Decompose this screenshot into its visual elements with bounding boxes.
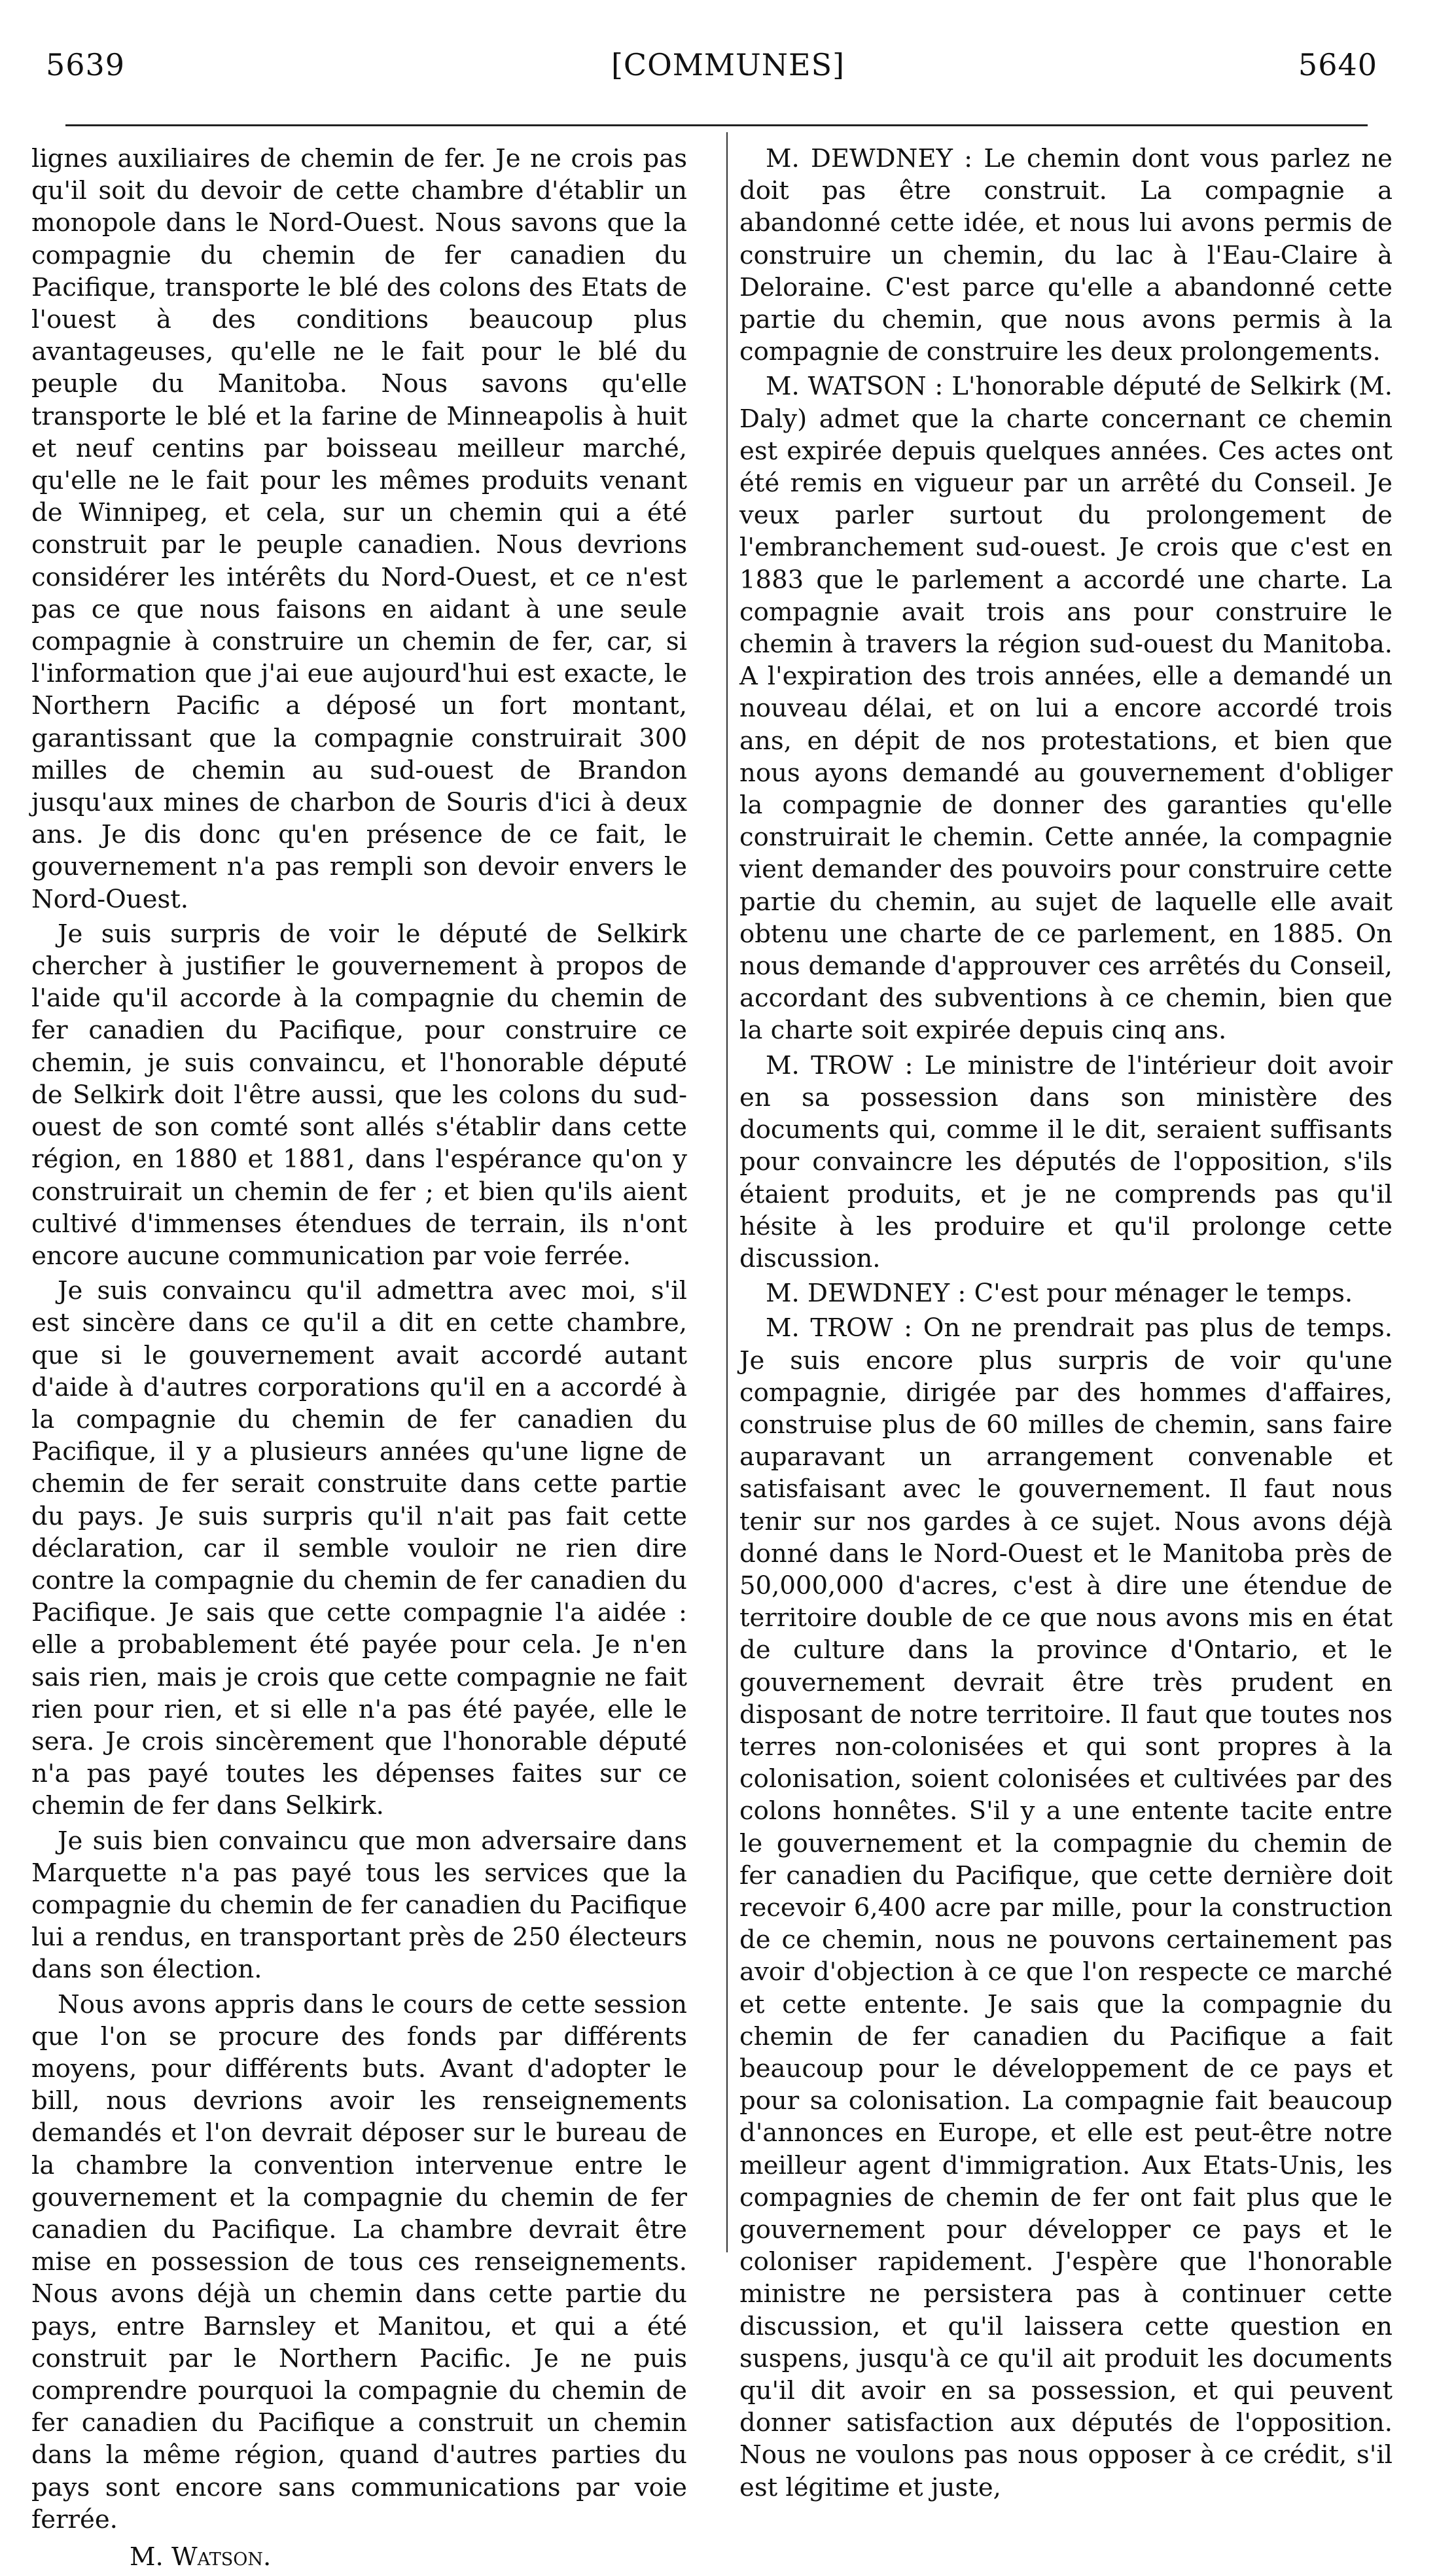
speech-paragraph: M. WATSON : L'honorable député de Selkirk (M. Daly) admet que la charte concernant ce chemin est expirée depuis quelques années. Ces actes ont été remis en vigueur par un arrêté du Conseil. Je veux parler surtout du prolongement de l'embranchement sud-ouest. Je crois que c'est en 1883 que le parlement a accordé une charte. La compagnie avait trois ans pour construire le chemin à travers la région sud-ouest du Manitoba. A l'expiration des trois années, elle a demandé un nouveau délai, et on lui a encore accordé trois ans, en dépit de nos protestations, et bien que nous ayons demandé au gouvernement d'obliger la compagnie de donner des garanties qu'elle construirait le chemin. Cette année, la compagnie vient demander des pouvoirs pour construire cette partie du chemin, au sujet de laquelle elle avait obtenu une charte de ce parlement, en 1885. On nous demande d'approuver ces arrêtés du Conseil, accordant des subventions à ce chemin, bien que la charte soit expirée depuis cinq ans. (739, 372, 1393, 1046)
paragraph: Je suis convaincu qu'il admettra avec moi, s'il est sincère dans ce qu'il a dit en cette chambre, que si le gouvernement avait accordé autant d'aide à d'autres corporations qu'il en a accordé à la compagnie du chemin de fer canadien du Pacifique, il y a plusieurs années qu'une ligne de chemin de fer serait construite dans cette partie du pays. Je suis surpris qu'il n'ait pas fait cette déclaration, car il semble vouloir ne rien dire contre la compagnie du chemin de fer canadien du Pacifique. Je sais que cette compagnie l'a aidée : elle a probablement été payée pour cela. Je n'en sais rien, mais je crois que cette compagnie ne fait rien pour rien, et si elle n'a pas été payée, elle le sera. Je crois sincèrement que l'honorable député n'a pas payé toutes les dépenses faites sur ce chemin de fer dans Selkirk. (31, 1276, 687, 1821)
paragraph: Je suis surpris de voir le député de Selkirk chercher à justifier le gouvernement à propos de l'aide qu'il accorde à la compagnie du chemin de fer canadien du Pacifique, pour construire ce chemin, je suis convaincu, et l'honorable député de Selkirk doit l'être aussi, que les colons du sud-ouest de son comté sont allés s'établir dans cette région, en 1880 et 1881, dans l'espérance qu'on y construirait un chemin de fer ; et bien qu'ils aient cultivé d'immenses étendues de terrain, ils n'ont encore aucune communication par voie ferrée. (31, 919, 687, 1271)
page-header (0, 34, 1456, 93)
page-number-right: 5640 (1298, 47, 1377, 82)
speech-paragraph: M. DEWDNEY : C'est pour ménager le temps. (766, 1279, 1353, 1309)
column-divider (726, 132, 728, 2252)
right-column (739, 143, 1393, 2506)
speech-paragraph: M. DEWDNEY : Le chemin dont vous parlez ne doit pas être construit. La compagnie a abandonné cette idée, et nous lui avons permis de construire un chemin, du lac à l'Eau-Claire à Deloraine. C'est parce qu'elle a abandonné cette partie du chemin, que nous avons permis à la compagnie de construire les deux prolongements. (739, 144, 1393, 367)
speech-paragraph: M. TROW : Le ministre de l'intérieur doit avoir en sa possession dans son ministère des documents qui, comme il le dit, seraient suffisants pour convaincre les députés de l'opposition, s'ils étaient produits, et je ne comprends pas qu'il hésite à les produire et qu'il prolonge cette discussion. (739, 1050, 1393, 1273)
speech-paragraph: M. TROW : On ne prendrait pas plus de temps. Je suis encore plus surpris de voir qu'une compagnie, dirigée par des hommes d'affaires, construise plus de 60 milles de chemin, sans faire auparavant un arrangement convenable et satisfaisant avec le gouvernement. Il faut nous tenir sur nos gardes à ce sujet. Nous avons déjà donné dans le Nord-Ouest et le Manitoba près de 50,000,000 d'acres, c'est à dire une étendue de territoire double de ce que nous avons mis en état de culture dans la province d'Ontario, et le gouvernement devrait être très prudent en disposant de notre territoire. Il faut que toutes nos terres non-colonisées et qui sont propres à la colonisation, soient colonisées et cultivées par des colons honnêtes. S'il y a une entente tacite entre le gouvernement et la compagnie du chemin de fer canadien du Pacifique, que cette dernière doit recevoir 6,400 acre par mille, pour la construction de ce chemin, nous ne pouvons certainement pas avoir d'objection à ce que l'on respecte ce marché et cette entente. Je sais que la compagnie du chemin de fer canadien du Pacifique a fait beaucoup pour le développement de ce pays et pour sa colonisation. La compagnie fait beaucoup d'annonces en Europe, et elle est peut-être notre meilleur agent d'immigration. Aux Etats-Unis, les compagnies de chemin de fer ont fait plus que le gouvernement pour développer ce pays et le coloniser rapidement. J'espère que l'honorable ministre ne persistera pas à continuer cette discussion, et qu'il laissera cette question en suspens, jusqu'à ce qu'il ait produit les documents qu'il dit avoir en sa possession, et qui peuvent donner satisfaction aux députés de l'opposition. Nous ne voulons pas nous opposer à ce crédit, s'il est légitime et juste, (739, 1313, 1393, 2502)
left-column (31, 143, 687, 2573)
header-rule (65, 124, 1368, 126)
paragraph: Nous avons appris dans le cours de cette session que l'on se procure des fonds par différents moyens, pour différents buts. Avant d'adopter le bill, nous devrions avoir les renseignements demandés et l'on devrait déposer sur le bureau de la chambre la convention intervenue entre le gouvernement et la compagnie du chemin de fer canadien du Pacifique. La chambre devrait être mise en possession de tous ces renseignements. Nous avons déjà un chemin dans cette partie du pays, entre Barnsley et Manitou, et qui a été construit par le Northern Pacific. Je ne puis comprendre pourquoi la compagnie du chemin de fer canadien du Pacifique a construit un chemin dans la même région, quand d'autres parties du pays sont encore sans communications par voie ferrée. (31, 1989, 687, 2534)
page-number-left: 5639 (46, 47, 126, 82)
speaker-signature: M. Watson. (130, 2542, 272, 2572)
paragraph: lignes auxiliaires de chemin de fer. Je ne crois pas qu'il soit du devoir de cette chambre d'établir un monopole dans le Nord-Ouest. Nous savons que la compagnie du chemin de fer canadien du Pacifique, transporte le blé des colons des Etats de l'ouest à des conditions beaucoup plus avantageuses, qu'elle ne le fait pour le blé du peuple du Manitoba. Nous savons qu'elle transporte le blé et la farine de Minneapolis à huit et neuf centins par boisseau meilleur marché, qu'elle ne le fait pour les mêmes produits venant de Winnipeg, et cela, sur un chemin qui a été construit par le peuple canadien. Nous devrions considérer les intérêts du Nord-Ouest, et ce n'est pas ce que nous faisons en aidant à une seule compagnie à construire un chemin de fer, car, si l'information que j'ai eue aujourd'hui est exacte, le Northern Pacific a déposé un fort montant, garantissant que la compagnie construirait 300 milles de chemin au sud-ouest de Brandon jusqu'aux mines de charbon de Souris d'ici à deux ans. Je dis donc qu'en présence de ce fait, le gouvernement n'a pas rempli son devoir envers le Nord-Ouest. (31, 144, 687, 914)
paragraph: Je suis bien convaincu que mon adversaire dans Marquette n'a pas payé tous les services que la compagnie du chemin de fer canadien du Pacifique lui a rendus, en transportant près de 250 électeurs dans son élection. (31, 1826, 687, 1985)
running-title: [COMMUNES] (611, 47, 845, 82)
